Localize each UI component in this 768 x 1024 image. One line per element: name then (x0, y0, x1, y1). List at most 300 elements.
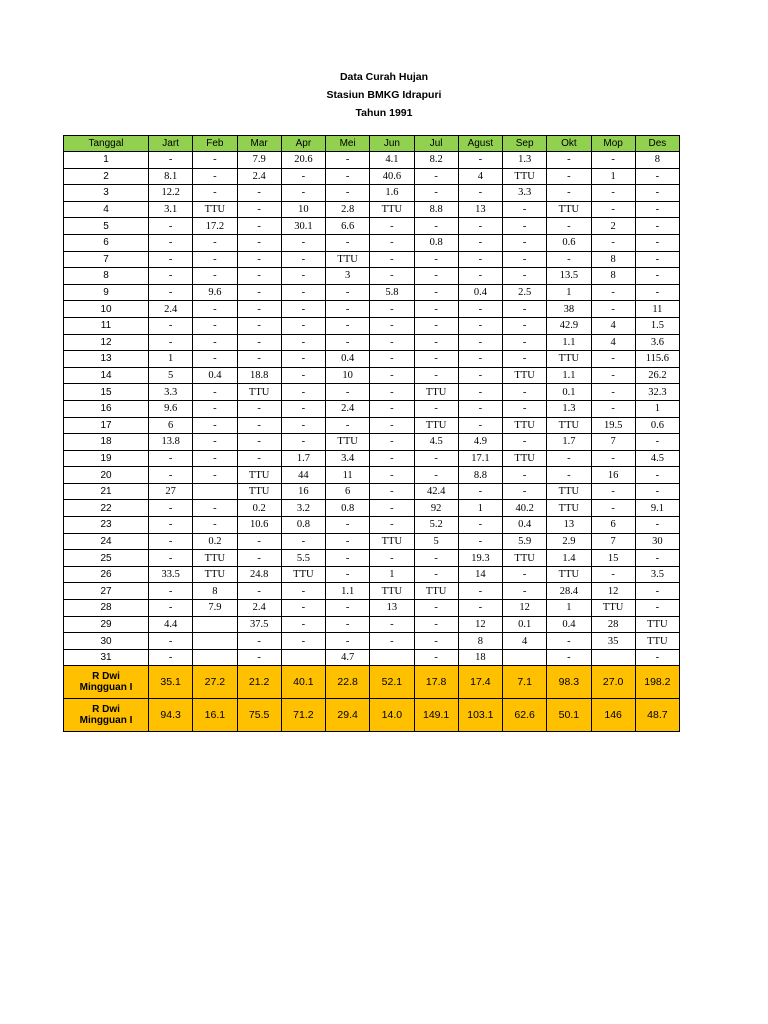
rainfall-cell: - (458, 384, 502, 401)
table-row (64, 450, 680, 467)
summary-label-line-2: Mingguan I (79, 715, 133, 727)
rainfall-cell: 3.3 (149, 384, 193, 401)
rainfall-cell: TTU (547, 351, 591, 368)
rainfall-cell: - (503, 334, 547, 351)
rainfall-cell: - (414, 268, 458, 285)
rainfall-cell: - (326, 566, 370, 583)
rainfall-cell: - (149, 450, 193, 467)
rainfall-cell: - (414, 317, 458, 334)
rainfall-cell: - (149, 550, 193, 567)
day-cell: 12 (64, 334, 149, 351)
header-row (64, 136, 680, 152)
summary-value-cell: 75.5 (237, 699, 281, 732)
rainfall-cell: 1.3 (547, 400, 591, 417)
rainfall-cell: - (326, 317, 370, 334)
column-header-month: Agust (458, 136, 502, 152)
table-row (64, 317, 680, 334)
rainfall-cell: - (281, 400, 325, 417)
rainfall-cell: TTU (635, 616, 679, 633)
summary-value-cell: 7.1 (503, 666, 547, 699)
column-header-month: Jun (370, 136, 414, 152)
day-cell: 11 (64, 317, 149, 334)
rainfall-cell: - (591, 284, 635, 301)
rainfall-cell: - (237, 201, 281, 218)
day-cell: 23 (64, 517, 149, 534)
rainfall-cell: 16 (591, 467, 635, 484)
rainfall-cell: 42.9 (547, 317, 591, 334)
rainfall-cell: - (281, 251, 325, 268)
rainfall-cell: - (370, 234, 414, 251)
rainfall-cell: - (193, 168, 237, 185)
rainfall-cell: 3.5 (635, 566, 679, 583)
rainfall-cell: - (370, 384, 414, 401)
rainfall-cell: 8 (591, 251, 635, 268)
rainfall-cell: - (149, 234, 193, 251)
rainfall-cell: 9.6 (149, 400, 193, 417)
rainfall-cell: 26.2 (635, 367, 679, 384)
table-row (64, 218, 680, 235)
rainfall-cell: 1.3 (503, 152, 547, 169)
rainfall-cell: - (635, 218, 679, 235)
rainfall-cell: - (193, 517, 237, 534)
day-cell: 16 (64, 400, 149, 417)
rainfall-cell: - (591, 483, 635, 500)
day-cell: 14 (64, 367, 149, 384)
rainfall-cell: - (326, 616, 370, 633)
day-cell: 17 (64, 417, 149, 434)
summary-value-cell: 71.2 (281, 699, 325, 732)
rainfall-cell: - (635, 483, 679, 500)
rainfall-cell: - (281, 268, 325, 285)
summary-value-cell: 22.8 (326, 666, 370, 699)
rainfall-cell: TTU (547, 483, 591, 500)
rainfall-cell: 2.4 (149, 301, 193, 318)
rainfall-cell: 42.4 (414, 483, 458, 500)
rainfall-cell: - (149, 284, 193, 301)
rainfall-cell: - (193, 152, 237, 169)
rainfall-cell: - (635, 517, 679, 534)
rainfall-cell: - (237, 583, 281, 600)
day-cell: 1 (64, 152, 149, 169)
summary-value-cell: 17.8 (414, 666, 458, 699)
rainfall-cell (193, 483, 237, 500)
rainfall-cell: 19.3 (458, 550, 502, 567)
rainfall-cell: TTU (503, 417, 547, 434)
rainfall-cell: - (458, 600, 502, 617)
rainfall-cell: - (237, 550, 281, 567)
rainfall-cell: - (281, 417, 325, 434)
rainfall-cell: TTU (503, 550, 547, 567)
rainfall-cell: - (635, 168, 679, 185)
rainfall-cell: - (458, 517, 502, 534)
summary-value-cell: 35.1 (149, 666, 193, 699)
rainfall-cell: - (370, 467, 414, 484)
table-row (64, 152, 680, 169)
rainfall-cell: 12 (458, 616, 502, 633)
rainfall-cell: 5 (414, 533, 458, 550)
rainfall-cell: - (635, 583, 679, 600)
rainfall-cell: 6 (591, 517, 635, 534)
rainfall-cell: - (414, 600, 458, 617)
rainfall-cell: 6 (326, 483, 370, 500)
rainfall-cell: - (326, 550, 370, 567)
rainfall-cell: 32.3 (635, 384, 679, 401)
rainfall-cell (193, 616, 237, 633)
summary-value-cell: 29.4 (326, 699, 370, 732)
rainfall-cell: 1.7 (547, 434, 591, 451)
summary-value-cell: 14.0 (370, 699, 414, 732)
rainfall-cell: - (281, 168, 325, 185)
summary-value-cell: 27.2 (193, 666, 237, 699)
rainfall-cell: - (414, 301, 458, 318)
rainfall-cell: - (458, 234, 502, 251)
day-cell: 5 (64, 218, 149, 235)
table-row (64, 417, 680, 434)
rainfall-cell: - (458, 400, 502, 417)
rainfall-cell: 0.8 (414, 234, 458, 251)
rainfall-cell: - (503, 234, 547, 251)
summary-value-cell: 98.3 (547, 666, 591, 699)
rainfall-cell: - (370, 500, 414, 517)
rainfall-cell: TTU (503, 450, 547, 467)
summary-value-cell: 52.1 (370, 666, 414, 699)
rainfall-cell: - (458, 301, 502, 318)
rainfall-cell: - (370, 483, 414, 500)
rainfall-cell: - (326, 633, 370, 650)
rainfall-cell: - (635, 600, 679, 617)
day-cell: 10 (64, 301, 149, 318)
rainfall-cell: 0.4 (193, 367, 237, 384)
rainfall-cell: 17.1 (458, 450, 502, 467)
summary-label (64, 666, 149, 699)
column-header-month: Sep (503, 136, 547, 152)
rainfall-cell: - (503, 583, 547, 600)
rainfall-cell: - (370, 633, 414, 650)
table-row (64, 201, 680, 218)
day-cell: 3 (64, 185, 149, 202)
summary-value-cell: 149.1 (414, 699, 458, 732)
rainfall-cell: - (414, 566, 458, 583)
rainfall-cell: 4.1 (370, 152, 414, 169)
table-row (64, 367, 680, 384)
rainfall-cell: - (591, 566, 635, 583)
rainfall-cell: - (591, 301, 635, 318)
summary-value-cell: 17.4 (458, 666, 502, 699)
rainfall-cell: 40.6 (370, 168, 414, 185)
rainfall-cell: - (591, 152, 635, 169)
rainfall-cell: - (547, 152, 591, 169)
rainfall-cell: - (547, 218, 591, 235)
summary-label-line-2: Mingguan I (79, 682, 133, 694)
rainfall-cell: 5.8 (370, 284, 414, 301)
summary-row (64, 699, 680, 732)
rainfall-cell: - (591, 450, 635, 467)
summary-value-cell: 27.0 (591, 666, 635, 699)
summary-value-cell: 198.2 (635, 666, 679, 699)
rainfall-cell: 0.6 (547, 234, 591, 251)
rainfall-cell: - (149, 600, 193, 617)
rainfall-cell: - (458, 185, 502, 202)
rainfall-cell: 4 (458, 168, 502, 185)
day-cell: 21 (64, 483, 149, 500)
rainfall-cell: 2.9 (547, 533, 591, 550)
rainfall-cell: 8.1 (149, 168, 193, 185)
rainfall-cell: - (281, 317, 325, 334)
day-cell: 15 (64, 384, 149, 401)
rainfall-cell: 8 (458, 633, 502, 650)
rainfall-cell: - (237, 533, 281, 550)
column-header-month: Jart (149, 136, 193, 152)
rainfall-cell: 1.1 (547, 367, 591, 384)
rainfall-cell: 1 (547, 284, 591, 301)
rainfall-cell: - (193, 434, 237, 451)
rainfall-cell: 0.4 (503, 517, 547, 534)
rainfall-cell: - (281, 301, 325, 318)
rainfall-cell: 12 (591, 583, 635, 600)
column-header-month: Okt (547, 136, 591, 152)
rainfall-cell: 92 (414, 500, 458, 517)
rainfall-cell: 12 (503, 600, 547, 617)
rainfall-cell: - (193, 417, 237, 434)
rainfall-cell (193, 633, 237, 650)
rainfall-cell: - (326, 334, 370, 351)
rainfall-cell: TTU (326, 251, 370, 268)
column-header-month: Des (635, 136, 679, 152)
rainfall-cell: 40.2 (503, 500, 547, 517)
rainfall-cell: - (370, 367, 414, 384)
rainfall-cell: - (503, 467, 547, 484)
rainfall-cell: - (237, 450, 281, 467)
rainfall-cell: - (149, 633, 193, 650)
rainfall-cell: 30.1 (281, 218, 325, 235)
rainfall-cell: - (635, 649, 679, 666)
day-cell: 31 (64, 649, 149, 666)
rainfall-cell: - (281, 533, 325, 550)
rainfall-cell: 0.1 (547, 384, 591, 401)
rainfall-cell: - (458, 152, 502, 169)
rainfall-cell: 3.6 (635, 334, 679, 351)
rainfall-cell: - (281, 583, 325, 600)
table-row (64, 633, 680, 650)
rainfall-cell: 6.6 (326, 218, 370, 235)
rainfall-cell: - (591, 367, 635, 384)
day-cell: 29 (64, 616, 149, 633)
day-cell: 25 (64, 550, 149, 567)
rainfall-cell: - (149, 317, 193, 334)
rainfall-cell: - (326, 301, 370, 318)
rainfall-cell: - (193, 450, 237, 467)
rainfall-cell: 1 (591, 168, 635, 185)
table-row (64, 566, 680, 583)
rainfall-cell: - (281, 234, 325, 251)
rainfall-cell: TTU (503, 367, 547, 384)
rainfall-cell: - (326, 152, 370, 169)
rainfall-cell: - (193, 400, 237, 417)
rainfall-cell: 0.6 (635, 417, 679, 434)
rainfall-cell: - (149, 649, 193, 666)
rainfall-cell: 1 (547, 600, 591, 617)
rainfall-cell: - (149, 152, 193, 169)
rainfall-cell: 24.8 (237, 566, 281, 583)
day-cell: 6 (64, 234, 149, 251)
rainfall-cell: - (237, 434, 281, 451)
rainfall-cell: - (370, 616, 414, 633)
rainfall-cell: - (503, 566, 547, 583)
rainfall-cell: 1.5 (635, 317, 679, 334)
summary-value-cell: 146 (591, 699, 635, 732)
rainfall-cell: - (414, 400, 458, 417)
rainfall-cell: 17.2 (193, 218, 237, 235)
summary-value-cell: 50.1 (547, 699, 591, 732)
rainfall-cell: - (547, 168, 591, 185)
rainfall-cell: - (370, 218, 414, 235)
rainfall-cell: - (414, 633, 458, 650)
table-row (64, 384, 680, 401)
summary-value-cell: 48.7 (635, 699, 679, 732)
rainfall-cell: - (281, 284, 325, 301)
rainfall-cell: - (193, 351, 237, 368)
rainfall-cell: - (635, 251, 679, 268)
table-row (64, 351, 680, 368)
table-body (64, 152, 680, 666)
rainfall-cell: 8 (635, 152, 679, 169)
table-row (64, 334, 680, 351)
rainfall-cell: - (149, 467, 193, 484)
rainfall-cell: TTU (414, 417, 458, 434)
rainfall-cell: - (503, 483, 547, 500)
rainfall-cell: - (458, 583, 502, 600)
column-header-tanggal: Tanggal (64, 136, 149, 152)
rainfall-cell: 3 (326, 268, 370, 285)
rainfall-cell: 7 (591, 434, 635, 451)
rainfall-cell: - (458, 251, 502, 268)
rainfall-cell: 28.4 (547, 583, 591, 600)
rainfall-cell: 8 (193, 583, 237, 600)
rainfall-cell: - (414, 616, 458, 633)
rainfall-cell: 5.2 (414, 517, 458, 534)
rainfall-cell: TTU (193, 201, 237, 218)
rainfall-cell: 38 (547, 301, 591, 318)
rainfall-cell: - (326, 284, 370, 301)
rainfall-cell: 8.8 (414, 201, 458, 218)
rainfall-cell: - (458, 533, 502, 550)
summary-value-cell: 21.2 (237, 666, 281, 699)
rainfall-cell: - (281, 616, 325, 633)
rainfall-cell: 3.2 (281, 500, 325, 517)
rainfall-cell: 0.1 (503, 616, 547, 633)
rainfall-cell: - (458, 317, 502, 334)
rainfall-cell: - (281, 351, 325, 368)
rainfall-cell: 5.5 (281, 550, 325, 567)
rainfall-cell: 115.6 (635, 351, 679, 368)
rainfall-cell: 27 (149, 483, 193, 500)
rainfall-cell: TTU (547, 417, 591, 434)
rainfall-cell: 8 (591, 268, 635, 285)
rainfall-cell: - (547, 450, 591, 467)
rainfall-cell: - (547, 467, 591, 484)
column-header-month: Mei (326, 136, 370, 152)
rainfall-cell: 1 (635, 400, 679, 417)
rainfall-cell: - (458, 483, 502, 500)
table-row (64, 649, 680, 666)
rainfall-cell: 7.9 (237, 152, 281, 169)
rainfall-cell: 13 (458, 201, 502, 218)
rainfall-cell: 4.5 (414, 434, 458, 451)
rainfall-cell: - (326, 517, 370, 534)
rainfall-cell: 0.4 (458, 284, 502, 301)
rainfall-cell: 7.9 (193, 600, 237, 617)
rainfall-cell: - (237, 633, 281, 650)
rainfall-cell: 8.2 (414, 152, 458, 169)
rainfall-cell: 0.4 (547, 616, 591, 633)
rainfall-cell: - (149, 334, 193, 351)
day-cell: 7 (64, 251, 149, 268)
table-row (64, 616, 680, 633)
rainfall-cell: TTU (414, 583, 458, 600)
rainfall-cell: - (635, 201, 679, 218)
rainfall-cell: - (281, 633, 325, 650)
column-header-month: Mop (591, 136, 635, 152)
rainfall-cell: - (635, 185, 679, 202)
rainfall-cell: 1 (370, 566, 414, 583)
table-row (64, 234, 680, 251)
rainfall-cell: - (237, 334, 281, 351)
rainfall-cell: 13.5 (547, 268, 591, 285)
rainfall-cell: - (503, 268, 547, 285)
summary-label-line-1: R Dwi (92, 704, 120, 716)
rainfall-cell: - (326, 600, 370, 617)
rainfall-cell: - (326, 533, 370, 550)
rainfall-cell: - (414, 284, 458, 301)
rainfall-cell: - (237, 649, 281, 666)
rainfall-cell: - (149, 533, 193, 550)
rainfall-cell: TTU (237, 483, 281, 500)
rainfall-cell: 1.1 (326, 583, 370, 600)
rainfall-cell: - (635, 234, 679, 251)
rainfall-cell: - (326, 384, 370, 401)
rainfall-cell: - (414, 185, 458, 202)
rainfall-cell: - (591, 384, 635, 401)
rainfall-cell: 8.8 (458, 467, 502, 484)
day-cell: 24 (64, 533, 149, 550)
table-row (64, 500, 680, 517)
summary-row (64, 666, 680, 699)
table-row (64, 600, 680, 617)
rainfall-cell: - (503, 301, 547, 318)
rainfall-cell: - (503, 351, 547, 368)
rainfall-cell: TTU (414, 384, 458, 401)
rainfall-cell: - (503, 251, 547, 268)
rainfall-cell: TTU (281, 566, 325, 583)
summary-value-cell: 94.3 (149, 699, 193, 732)
rainfall-cell: - (237, 234, 281, 251)
rainfall-cell: 1 (458, 500, 502, 517)
rainfall-cell: - (458, 351, 502, 368)
rainfall-cell: 3.1 (149, 201, 193, 218)
day-cell: 22 (64, 500, 149, 517)
table-row (64, 185, 680, 202)
rainfall-cell: 1.6 (370, 185, 414, 202)
rainfall-cell: - (547, 185, 591, 202)
summary-value-cell: 40.1 (281, 666, 325, 699)
rainfall-cell: - (237, 251, 281, 268)
rainfall-cell: 4.9 (458, 434, 502, 451)
table-row (64, 301, 680, 318)
rainfall-cell: 28 (591, 616, 635, 633)
rainfall-cell: 0.4 (326, 351, 370, 368)
rainfall-cell: - (458, 268, 502, 285)
rainfall-cell (281, 649, 325, 666)
